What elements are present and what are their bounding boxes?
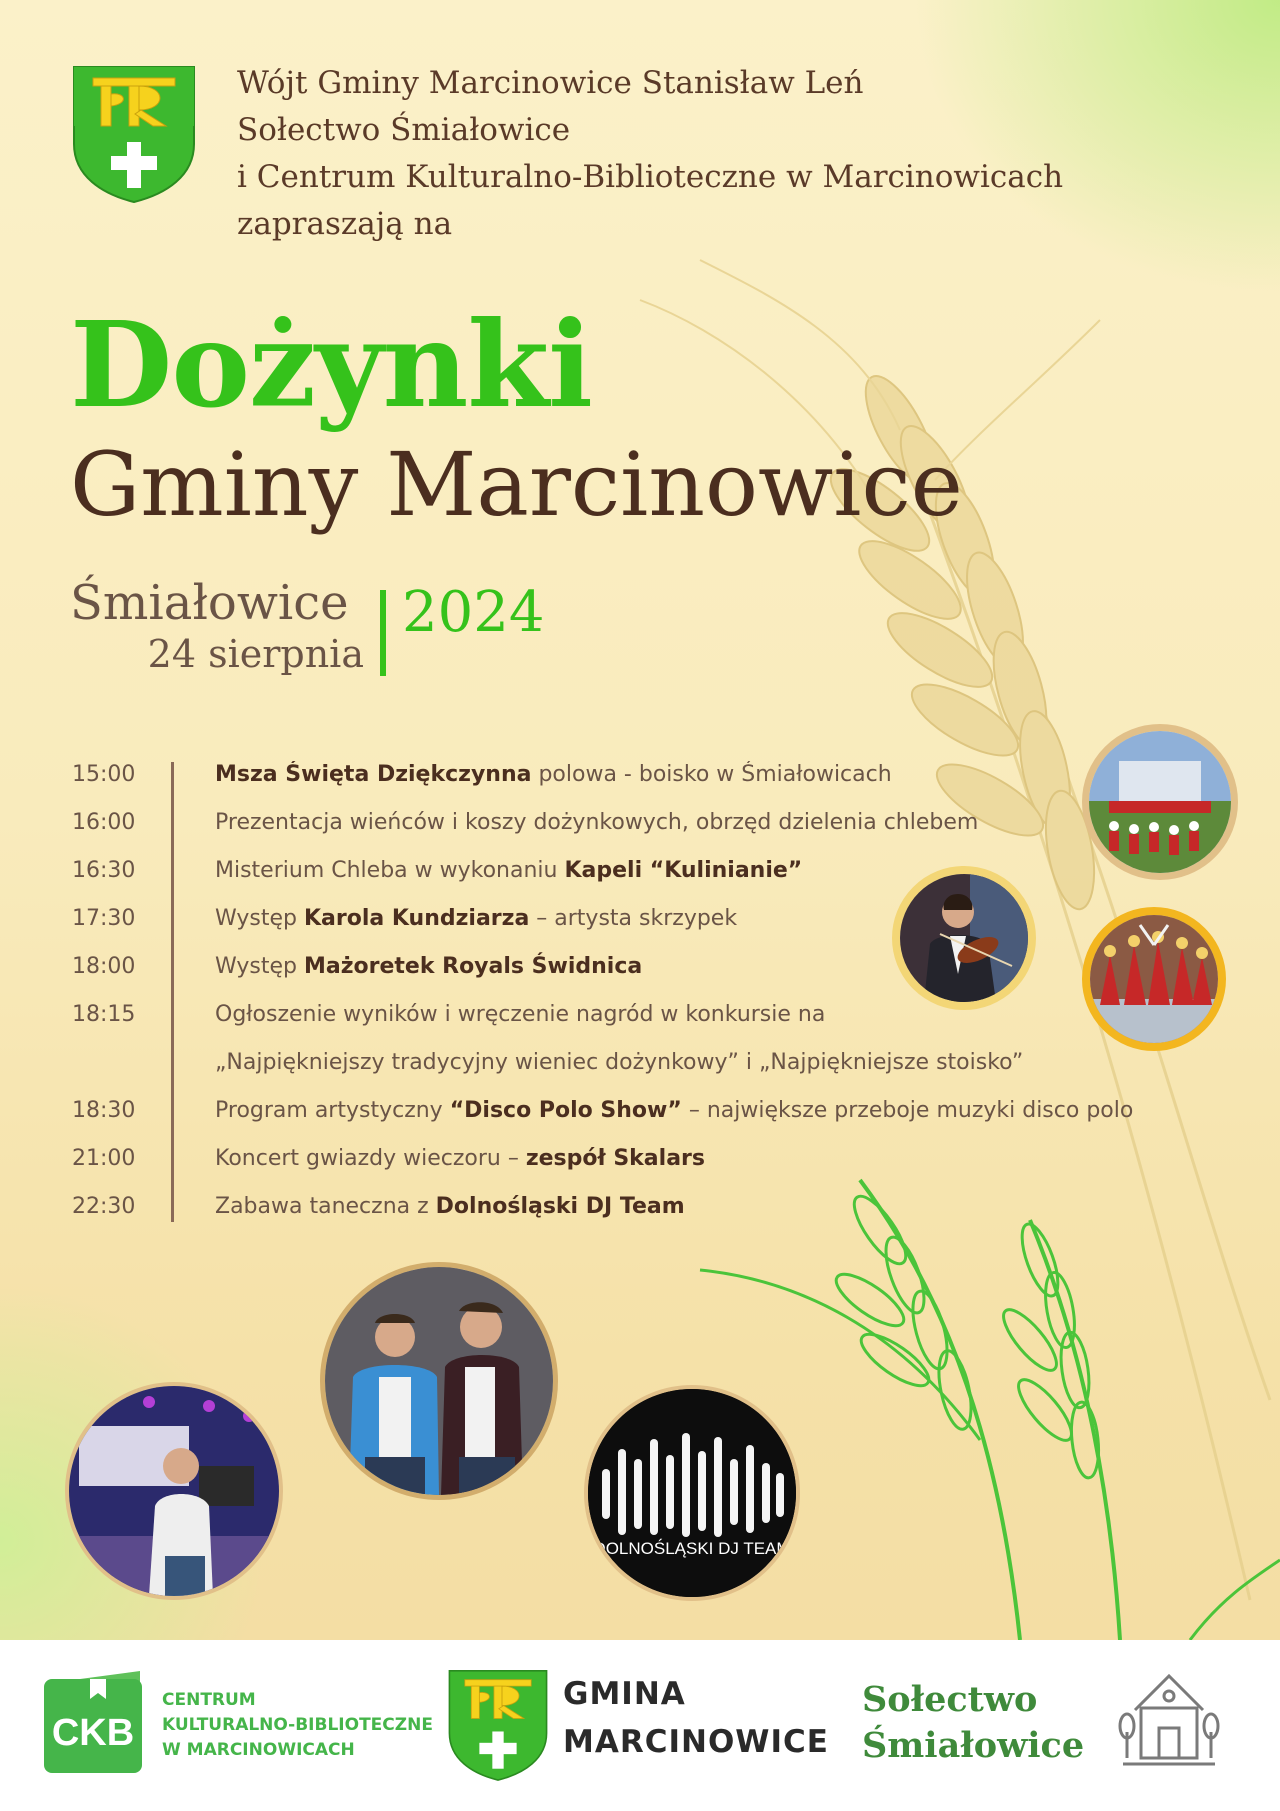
dj-logo-text: DOLNOŚLĄSKI DJ TEAM [593,1539,791,1558]
schedule-time: 15:00 [72,762,136,787]
schedule-highlight: Msza Święta Dziękczynna [215,762,532,787]
schedule-description [215,954,642,979]
organizer-line: Wójt Gminy Marcinowice Stanisław Leń [237,65,864,101]
schedule-highlight: “Disco Polo Show” [449,1098,682,1123]
organizer-line: i Centrum Kulturalno-Biblioteczne w Marcinowicach [237,159,1064,195]
ckb-name-line: CENTRUM [162,1690,256,1710]
solectwo-name-line: Śmiałowice [862,1725,1085,1766]
schedule-description [215,762,892,787]
event-date: 24 sierpnia [147,632,364,676]
photo-majorettes [1082,907,1226,1051]
photo-violinist [892,866,1036,1010]
ckb-logo-icon [42,1665,148,1775]
gmina-name-line: GMINA [563,1676,686,1712]
schedule-highlight: Karola Kundziarza [303,906,530,931]
event-subtitle: Gminy Marcinowice [70,433,963,536]
schedule-time: 18:30 [72,1098,136,1123]
schedule-divider [171,762,174,1222]
schedule-text: – największe przeboje muzyki disco polo [681,1098,1134,1123]
photo-mass-field [1082,724,1238,880]
solectwo-name-line: Sołectwo [862,1679,1038,1720]
schedule-text: Występ [215,906,304,931]
organizer-line: Sołectwo Śmiałowice [237,112,571,148]
schedule-text: – artysta skrzypek [529,906,738,931]
schedule-text: Ogłoszenie wyników i wręczenie nagród w konkursie na [215,1002,826,1027]
solectwo-name [862,1677,1084,1769]
schedule-text: Zabawa taneczna z [215,1194,436,1219]
schedule-text: Koncert gwiazdy wieczoru – [215,1146,526,1171]
schedule-text: „Najpiękniejszy tradycyjny wieniec dożynkowy” i „Najpiękniejsze stoisko” [215,1050,1024,1075]
event-year: 2024 [402,580,545,645]
schedule-text: Program artystyczny [215,1098,450,1123]
schedule-highlight: Kapeli “Kulinianie” [564,858,803,883]
organizers-header [237,60,1063,248]
date-divider [380,590,386,676]
photo-singer-stage [65,1382,283,1600]
ckb-logo-text: CKB [51,1712,135,1754]
schedule-time: 21:00 [72,1146,136,1171]
schedule-description [215,906,737,931]
gmina-name-line: MARCINOWICE [563,1724,829,1760]
ckb-name [162,1688,433,1763]
schedule-highlight: zespół Skalars [525,1146,705,1171]
event-place: Śmiałowice [70,575,349,631]
schedule-time: 22:30 [72,1194,136,1219]
schedule-description [215,1050,1023,1075]
schedule-text: Prezentacja wieńców i koszy dożynkowych, obrzęd dzielenia chlebem [215,810,979,835]
schedule-highlight: Dolnośląski DJ Team [435,1194,685,1219]
photo-skalars-duo [320,1262,558,1500]
schedule-description [215,1002,825,1027]
gmina-name [563,1670,829,1766]
schedule-text: Występ [215,954,304,979]
ckb-name-line: KULTURALNO-BIBLIOTECZNE [162,1715,433,1735]
ckb-name-line: W MARCINOWICACH [162,1740,355,1760]
dj-team-logo [584,1385,800,1601]
schedule-time: 18:15 [72,1002,136,1027]
coat-of-arms-icon [71,64,197,204]
schedule-text: polowa - boisko w Śmiałowicach [531,762,892,787]
schedule-description [215,1098,1133,1123]
schedule-highlight: Mażoretek Royals Świdnica [303,954,643,979]
schedule-description [215,1194,685,1219]
village-house-icon [1113,1662,1225,1774]
schedule-description [215,858,802,883]
schedule-text: Misterium Chleba w wykonaniu [215,858,565,883]
event-title: Dożynki [70,295,592,434]
schedule-time: 16:30 [72,858,136,883]
schedule-time: 18:00 [72,954,136,979]
schedule-time: 16:00 [72,810,136,835]
schedule-description [215,1146,705,1171]
organizer-line: zapraszają na [237,206,453,242]
schedule-time: 17:30 [72,906,136,931]
schedule-description [215,810,978,835]
gmina-coat-of-arms-icon [447,1668,549,1782]
